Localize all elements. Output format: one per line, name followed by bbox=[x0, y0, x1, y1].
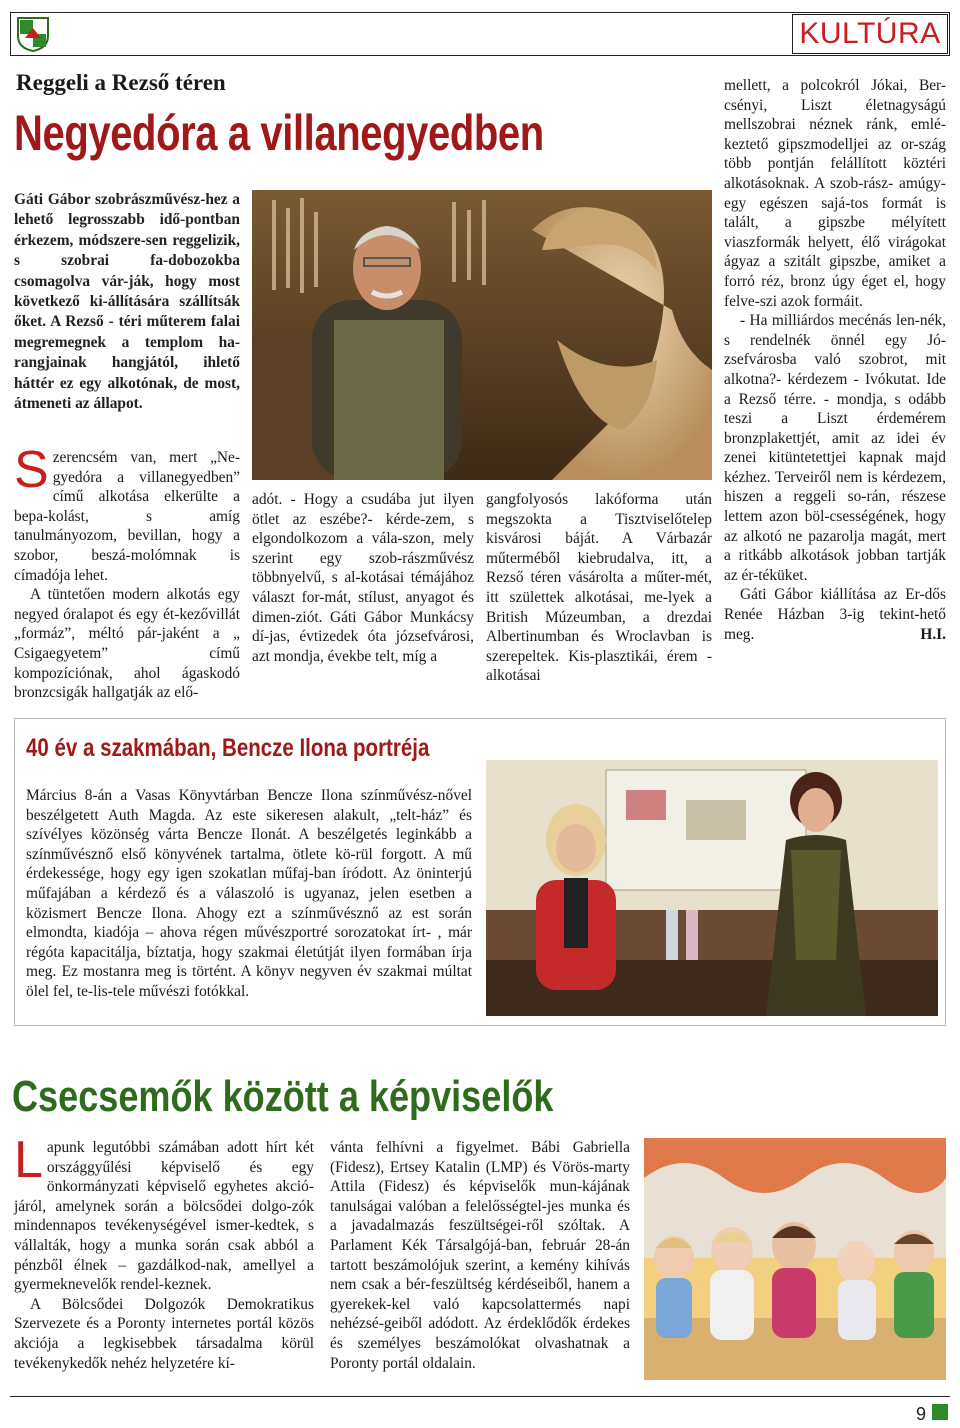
article-body bbox=[26, 786, 472, 1002]
paragraph: vánta felhívni a figyelmet. Bábi Gabriella (Fidesz), Ertsey Katalin (LMP) és Vörös-marty Attila (Fidesz) és képviselők mun-kájának tanulságai valóban a felelősségtel-jes munka és a javadalmazás feszültségei-ről szóltak. A Parlament Kék Társalgójá-ban, február 28-án tartott beszámolójuk szerint, a kemény kihívás nem csak a bér-feszültség kérdéseiből, hanem a gyerekek-kel való kapcsolattermés napi nehézsé-geiből adódott. Az érdeklődők érdekes és személyes beszámolókat olvashatnak a Poronty portál oldalain. bbox=[330, 1139, 630, 1372]
paragraph: A tüntetően modern alkotás egy negyed óralapot és egy ét-kezővillát „formáz”, méltó pár-jaként a „ Csigaegyetem” című kompozíciónak, ahol ágaskodó bronzcsigák hallgatják az elő- bbox=[14, 586, 240, 702]
article-column-2 bbox=[330, 1138, 630, 1373]
article-headline: Csecsemők között a képviselők bbox=[12, 1072, 554, 1121]
paragraph: zerencsém van, mert „Ne-gyedóra a villanegyedben” című alkotása elkerülte a bepa-kolást, s amíg tanulmányozom, bevillan, hogy a szobor, beszá-molómnak is címadója lehet. bbox=[14, 449, 240, 584]
article-column-3 bbox=[486, 490, 712, 686]
paragraph: - Ha milliárdos mecénás len-nék, s rendelnék önnél egy Jó-zsefvárosba való szobrot, mit alkotna?- kérdezem - Ivókutat. Ide a Rezső térre. - mondja, s odább teszi a Liszt érdemérem bronzplakettjét, amit az idei év zenei kitüntetettjei kapnak majd kézhez. Terveiről nem is kérdezem, hiszen a reggeli so-rán, részese lettem azon böl-csességének, hogy az alkotó ne pazarolja magát, mert a ritkább alkotások jobban tartják az ér-téküket. bbox=[724, 312, 946, 584]
page-number: 9 bbox=[915, 1404, 926, 1424]
footer-rule bbox=[10, 1396, 950, 1397]
crest-icon bbox=[16, 16, 50, 52]
byline: H.I. bbox=[920, 625, 946, 643]
paragraph: adót. - Hogy a csudába jut ilyen ötlet az eszébe?- kérde-zem, s elgondolkozom a vála-szon, mely szerint egy szob-rászművész többnyelvű, s al-kotásai témájához választ for-mát, stílust, anyagot és dimen-ziót. Gáti Gábor Munkácsy dí-jas, évtizedek óta józsefvárosi, azt mondja, évekbe telt, míg a bbox=[252, 491, 474, 665]
sculptor-photo bbox=[252, 190, 712, 480]
paragraph: Március 8-án a Vasas Könyvtárban Bencze Ilona színművész-nővel beszélgetett Auth Magda. Az este sikeresen alakult, „telt-ház” és szívélyes közönség várta Bencze Ilonát. A beszélgetés leginkább a színművésznő első könyvének tartalma, ötlete kö-rül forgott. A mű érdekessége, hogy egy igen szokatlan műfaj-ban íródott. Az öninterjú műfajában a kérdező és a válaszoló is ugyanaz, jelen esetben a közismert Bencze Ilona. Ahogy ezt a színművésznő az est során elmondta, kiadója – ahova régen művészportré sorozatokat írt- , már régóta kapacitálja, bíztatja, hogy szakmai életútját ilyen formában írja meg. Ez mostanra meg is történt. A könyv negyven év szakmai múltat ölel fel, te-lis-tele művészi fotókkal. bbox=[26, 787, 472, 1000]
article-column-4 bbox=[724, 76, 946, 644]
toddlers-photo bbox=[644, 1138, 946, 1380]
article-column-2 bbox=[252, 490, 474, 666]
article-headline: Negyedóra a villanegyedben bbox=[14, 105, 544, 161]
paragraph: Gáti Gábor kiállítása az Er-dős Renée Házban 3-ig tekint-hető meg. bbox=[724, 586, 946, 643]
paragraph: mellett, a polcokról Jókai, Ber-csényi, Liszt életnagyságú mellszobrai néznek ránk, emlé-keztető gipszmodelljei az or-szág több pontján felállított köztéri alkotásoknak. A szob-rász- amúgy- egy egészen sajá-tos formát is talált, a gipszbe mélyített viaszformák helyett, élő virágokat ágyaz a szitált gipszbe, amiket a forró réz, bronz úgy éget el, hogy felve-szi azok formáit. bbox=[724, 77, 946, 310]
article-column-1 bbox=[14, 1131, 314, 1373]
article-column-1 bbox=[14, 441, 240, 703]
drop-cap: S bbox=[14, 441, 49, 499]
article-headline: 40 év a szakmában, Bencze Ilona portréja bbox=[26, 734, 430, 762]
page-marker-icon bbox=[932, 1404, 948, 1420]
article-lead: Gáti Gábor szobrászművész-hez a lehető legrosszabb idő-pontban érkezem, módszere-sen reggelizik, s szobrai fa-dobozokba csomagolva vár-ják, hogy most következő ki-állítására szállítsák őket. A Rezső - téri műterem falai megremegnek a templom ha-rangjainak hangjától, ihlető háttér ez egy alkotónak, de most, átmeneti az állapot. bbox=[14, 191, 240, 413]
event-photo bbox=[486, 760, 938, 1016]
paragraph: A Bölcsődei Dolgozók Demokratikus Szervezete és a Poronty internetes portál közös akciója a legkisebbek társadalma körül tevékenykedők nehéz helyzetére kí- bbox=[14, 1295, 314, 1372]
drop-cap: L bbox=[14, 1131, 43, 1189]
section-label: KULTÚRA bbox=[792, 14, 948, 54]
paragraph: apunk legutóbbi számában adott hírt két országgyűlési képviselő és egy önkormányzati képviselő egyhetes akció-járól, amelynek során a bölcsődei dolgo-zók mindennapos tevékenységével ismer-kedtek, s vállalták, hogy a munka során csak abból a pénzből élnek – gazdálkod-nak, amellyel a gyermeknevelők rendel-keznek. bbox=[14, 1139, 314, 1294]
paragraph: gangfolyosós lakóforma után megszokta a Tisztviselőtelep kisvárosi báját. A Várbazár műterméből kiebrudalva, itt, a Rezső téren vásárolta a műter-mét, itt születtek alkotásai, me-lyek a British Múzeumban, a drezdai Albertinumban és Wroclavban is szerepeltek. Kis-plasztikái, érem - alkotásai bbox=[486, 491, 712, 685]
article-kicker: Reggeli a Rezső téren bbox=[16, 70, 226, 95]
